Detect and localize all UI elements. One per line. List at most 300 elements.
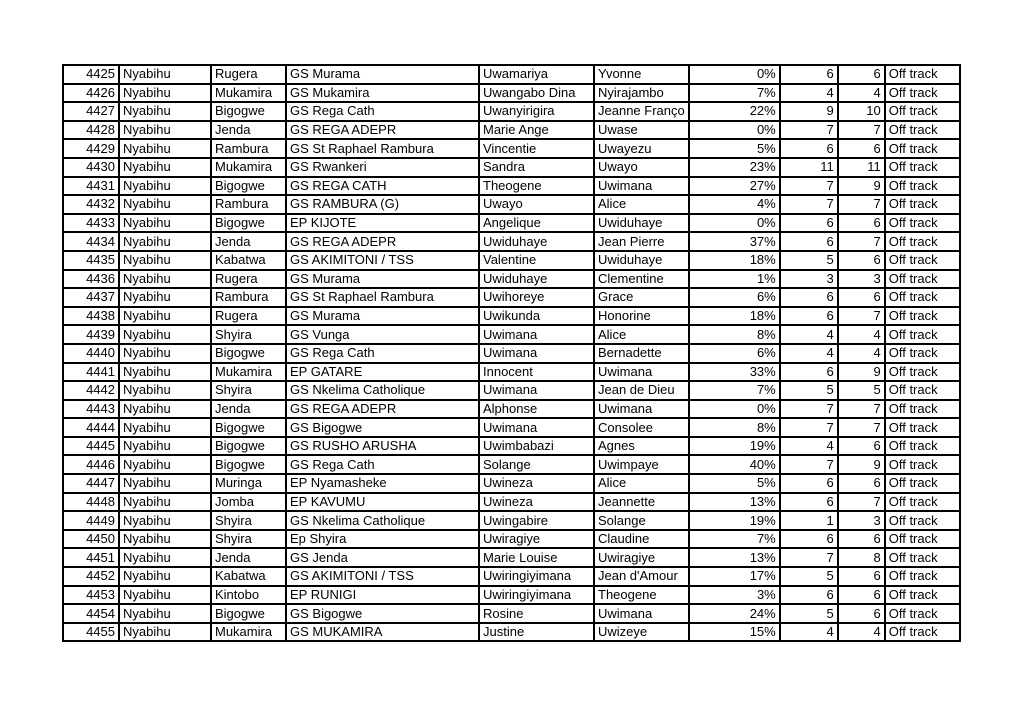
table-cell: Off track bbox=[885, 455, 960, 474]
table-row bbox=[63, 623, 960, 642]
table-cell: 7 bbox=[780, 400, 838, 419]
table-row bbox=[63, 139, 960, 158]
table-cell: GS Rwankeri bbox=[286, 158, 479, 177]
table-cell: 6 bbox=[838, 139, 885, 158]
table-cell: Angelique bbox=[479, 214, 594, 233]
table-cell: 5 bbox=[780, 381, 838, 400]
table-cell: 4429 bbox=[63, 139, 119, 158]
table-row bbox=[63, 214, 960, 233]
table-cell: Vincentie bbox=[479, 139, 594, 158]
table-cell: 0% bbox=[689, 65, 780, 84]
table-cell: 6% bbox=[689, 288, 780, 307]
table-cell: Off track bbox=[885, 84, 960, 103]
table-cell: GS Rega Cath bbox=[286, 455, 479, 474]
table-cell: Uwiduhaye bbox=[479, 270, 594, 289]
table-cell: 4 bbox=[780, 437, 838, 456]
table-cell: Nyabihu bbox=[119, 344, 211, 363]
table-cell: Off track bbox=[885, 158, 960, 177]
table-cell: 6 bbox=[780, 65, 838, 84]
table-cell: GS Nkelima Catholique bbox=[286, 511, 479, 530]
table-cell: Uwiduhaye bbox=[594, 251, 689, 270]
table-cell: 6 bbox=[838, 437, 885, 456]
table-row bbox=[63, 195, 960, 214]
table-cell: Uwimana bbox=[594, 400, 689, 419]
table-cell: Nyabihu bbox=[119, 307, 211, 326]
table-cell: 33% bbox=[689, 363, 780, 382]
table-cell: 6 bbox=[780, 232, 838, 251]
table-cell: 4452 bbox=[63, 567, 119, 586]
table-cell: Uwimpaye bbox=[594, 455, 689, 474]
table-cell: 4 bbox=[838, 623, 885, 642]
table-cell: 4439 bbox=[63, 325, 119, 344]
table-cell: 4436 bbox=[63, 270, 119, 289]
table-cell: Muringa bbox=[211, 474, 286, 493]
table-cell: Nyabihu bbox=[119, 270, 211, 289]
table-row bbox=[63, 474, 960, 493]
table-row bbox=[63, 437, 960, 456]
table-cell: 11 bbox=[838, 158, 885, 177]
table-cell: 4450 bbox=[63, 530, 119, 549]
table-cell: Uwiragiye bbox=[594, 548, 689, 567]
table-cell: 6 bbox=[780, 139, 838, 158]
table-cell: Nyabihu bbox=[119, 84, 211, 103]
table-cell: GS Bigogwe bbox=[286, 604, 479, 623]
table-cell: Grace bbox=[594, 288, 689, 307]
table-cell: Justine bbox=[479, 623, 594, 642]
table-cell: GS Jenda bbox=[286, 548, 479, 567]
table-cell: 7 bbox=[780, 177, 838, 196]
table-cell: 3 bbox=[838, 511, 885, 530]
table-cell: 6% bbox=[689, 344, 780, 363]
table-cell: Rugera bbox=[211, 270, 286, 289]
table-cell: GS Mukamira bbox=[286, 84, 479, 103]
table-cell: Valentine bbox=[479, 251, 594, 270]
table-cell: Off track bbox=[885, 623, 960, 642]
table-cell: 6 bbox=[780, 530, 838, 549]
table-cell: Off track bbox=[885, 270, 960, 289]
table-cell: 6 bbox=[780, 363, 838, 382]
table-cell: 4442 bbox=[63, 381, 119, 400]
table-row bbox=[63, 270, 960, 289]
table-cell: Theogene bbox=[594, 586, 689, 605]
table-cell: 6 bbox=[838, 586, 885, 605]
table-cell: Ep Shyira bbox=[286, 530, 479, 549]
table-row bbox=[63, 455, 960, 474]
table-cell: Bigogwe bbox=[211, 214, 286, 233]
table-cell: Shyira bbox=[211, 511, 286, 530]
table-cell: 22% bbox=[689, 102, 780, 121]
table-cell: Yvonne bbox=[594, 65, 689, 84]
table-cell: Agnes bbox=[594, 437, 689, 456]
table-cell: Mukamira bbox=[211, 623, 286, 642]
table-cell: Solange bbox=[479, 455, 594, 474]
table-cell: 1 bbox=[780, 511, 838, 530]
table-cell: Marie Louise bbox=[479, 548, 594, 567]
table-cell: Nyabihu bbox=[119, 102, 211, 121]
table-cell: Shyira bbox=[211, 530, 286, 549]
table-cell: Uwimana bbox=[479, 381, 594, 400]
table-cell: 6 bbox=[838, 214, 885, 233]
table-cell: Nyabihu bbox=[119, 437, 211, 456]
table-cell: 4433 bbox=[63, 214, 119, 233]
table-cell: Uwanyirigira bbox=[479, 102, 594, 121]
table-cell: Off track bbox=[885, 288, 960, 307]
table-cell: Off track bbox=[885, 493, 960, 512]
table-row bbox=[63, 493, 960, 512]
table-cell: Rambura bbox=[211, 288, 286, 307]
table-cell: Nyabihu bbox=[119, 288, 211, 307]
table-cell: Nyabihu bbox=[119, 493, 211, 512]
table-cell: Jeannette bbox=[594, 493, 689, 512]
table-cell: Off track bbox=[885, 604, 960, 623]
table-cell: GS Nkelima Catholique bbox=[286, 381, 479, 400]
table-cell: 37% bbox=[689, 232, 780, 251]
table-cell: Uwimana bbox=[594, 177, 689, 196]
table-cell: 17% bbox=[689, 567, 780, 586]
table-cell: 5% bbox=[689, 139, 780, 158]
table-cell: Kabatwa bbox=[211, 567, 286, 586]
table-cell: 7 bbox=[780, 455, 838, 474]
table-cell: 4435 bbox=[63, 251, 119, 270]
table-row bbox=[63, 418, 960, 437]
table-cell: Uwayo bbox=[479, 195, 594, 214]
table-cell: GS St Raphael Rambura bbox=[286, 288, 479, 307]
table-cell: 4440 bbox=[63, 344, 119, 363]
table-row bbox=[63, 400, 960, 419]
table-row bbox=[63, 363, 960, 382]
table-cell: Off track bbox=[885, 437, 960, 456]
table-cell: 4441 bbox=[63, 363, 119, 382]
table-cell: Off track bbox=[885, 307, 960, 326]
table-cell: Bigogwe bbox=[211, 177, 286, 196]
table-cell: Nyabihu bbox=[119, 121, 211, 140]
table-cell: 7 bbox=[838, 195, 885, 214]
table-cell: 4449 bbox=[63, 511, 119, 530]
table-cell: 5 bbox=[780, 251, 838, 270]
table-cell: 4430 bbox=[63, 158, 119, 177]
table-cell: 24% bbox=[689, 604, 780, 623]
table-cell: 4437 bbox=[63, 288, 119, 307]
table-cell: Consolee bbox=[594, 418, 689, 437]
table-cell: 5 bbox=[780, 604, 838, 623]
table-row bbox=[63, 158, 960, 177]
table-cell: Off track bbox=[885, 567, 960, 586]
table-cell: GS RUSHO ARUSHA bbox=[286, 437, 479, 456]
table-cell: 7 bbox=[838, 232, 885, 251]
table-cell: Off track bbox=[885, 511, 960, 530]
table-cell: 13% bbox=[689, 548, 780, 567]
table-cell: 6 bbox=[838, 567, 885, 586]
table-cell: Uwiragiye bbox=[479, 530, 594, 549]
table-cell: Off track bbox=[885, 195, 960, 214]
table-cell: Nyabihu bbox=[119, 325, 211, 344]
table-cell: 4438 bbox=[63, 307, 119, 326]
table-cell: Jean Pierre bbox=[594, 232, 689, 251]
table-cell: Nyabihu bbox=[119, 400, 211, 419]
table-cell: 4% bbox=[689, 195, 780, 214]
table-cell: 4428 bbox=[63, 121, 119, 140]
table-cell: Uwase bbox=[594, 121, 689, 140]
table-cell: 7% bbox=[689, 530, 780, 549]
table-cell: Nyabihu bbox=[119, 604, 211, 623]
table-cell: EP GATARE bbox=[286, 363, 479, 382]
table-cell: 10 bbox=[838, 102, 885, 121]
table-cell: Rugera bbox=[211, 307, 286, 326]
table-cell: GS MUKAMIRA bbox=[286, 623, 479, 642]
table-cell: Shyira bbox=[211, 381, 286, 400]
table-cell: Bigogwe bbox=[211, 418, 286, 437]
table-cell: Jenda bbox=[211, 121, 286, 140]
table-cell: Off track bbox=[885, 102, 960, 121]
table-cell: EP KIJOTE bbox=[286, 214, 479, 233]
table-cell: Uwikunda bbox=[479, 307, 594, 326]
table-cell: 4 bbox=[838, 84, 885, 103]
table-cell: Uwiduhaye bbox=[479, 232, 594, 251]
table-cell: Honorine bbox=[594, 307, 689, 326]
table-cell: Nyabihu bbox=[119, 381, 211, 400]
table-cell: Nyabihu bbox=[119, 418, 211, 437]
table-cell: Alice bbox=[594, 325, 689, 344]
table-cell: Off track bbox=[885, 381, 960, 400]
table-cell: 3 bbox=[838, 270, 885, 289]
table-cell: Shyira bbox=[211, 325, 286, 344]
table-cell: Bernadette bbox=[594, 344, 689, 363]
table-cell: Nyabihu bbox=[119, 511, 211, 530]
table-row bbox=[63, 232, 960, 251]
table-cell: Claudine bbox=[594, 530, 689, 549]
table-cell: Bigogwe bbox=[211, 437, 286, 456]
table-cell: Off track bbox=[885, 474, 960, 493]
table-cell: Off track bbox=[885, 139, 960, 158]
table-cell: 4431 bbox=[63, 177, 119, 196]
table-cell: 4 bbox=[838, 344, 885, 363]
table-cell: Nyabihu bbox=[119, 139, 211, 158]
table-cell: GS Rega Cath bbox=[286, 344, 479, 363]
table-cell: Bigogwe bbox=[211, 604, 286, 623]
table-cell: 7 bbox=[780, 418, 838, 437]
table-cell: 5 bbox=[838, 381, 885, 400]
table-cell: Rambura bbox=[211, 195, 286, 214]
table-cell: Uwiringiyimana bbox=[479, 586, 594, 605]
table-cell: Off track bbox=[885, 418, 960, 437]
table-cell: 9 bbox=[780, 102, 838, 121]
table-cell: Uwimana bbox=[479, 325, 594, 344]
table-cell: Jenda bbox=[211, 548, 286, 567]
table-cell: 3 bbox=[780, 270, 838, 289]
table-cell: Uwimana bbox=[594, 363, 689, 382]
table-cell: Uwayezu bbox=[594, 139, 689, 158]
table-cell: 7 bbox=[838, 418, 885, 437]
table-cell: Off track bbox=[885, 363, 960, 382]
table-cell: 8% bbox=[689, 418, 780, 437]
table-cell: Uwimana bbox=[479, 418, 594, 437]
table-cell: Nyabihu bbox=[119, 623, 211, 642]
table-row bbox=[63, 102, 960, 121]
table-cell: 6 bbox=[780, 493, 838, 512]
table-cell: GS REGA CATH bbox=[286, 177, 479, 196]
table-cell: 4427 bbox=[63, 102, 119, 121]
table-cell: 18% bbox=[689, 307, 780, 326]
table-cell: GS Murama bbox=[286, 270, 479, 289]
table-cell: 5% bbox=[689, 474, 780, 493]
table-cell: Jenda bbox=[211, 400, 286, 419]
table-cell: Rambura bbox=[211, 139, 286, 158]
table-cell: 7 bbox=[838, 121, 885, 140]
table-cell: 4 bbox=[780, 325, 838, 344]
table-cell: Off track bbox=[885, 232, 960, 251]
table-cell: 27% bbox=[689, 177, 780, 196]
table-cell: Nyabihu bbox=[119, 474, 211, 493]
table-cell: Mukamira bbox=[211, 158, 286, 177]
table-row bbox=[63, 344, 960, 363]
table-cell: Bigogwe bbox=[211, 344, 286, 363]
table-cell: 0% bbox=[689, 121, 780, 140]
table-cell: Off track bbox=[885, 344, 960, 363]
table-cell: Off track bbox=[885, 530, 960, 549]
table-cell: 6 bbox=[838, 530, 885, 549]
table-cell: Off track bbox=[885, 214, 960, 233]
table-row bbox=[63, 604, 960, 623]
table-cell: 4446 bbox=[63, 455, 119, 474]
table-cell: Uwizeye bbox=[594, 623, 689, 642]
table-cell: GS REGA ADEPR bbox=[286, 121, 479, 140]
table-row bbox=[63, 177, 960, 196]
table-cell: Nyabihu bbox=[119, 158, 211, 177]
table-cell: 4 bbox=[780, 344, 838, 363]
table-cell: Uwimana bbox=[479, 344, 594, 363]
table-cell: Off track bbox=[885, 400, 960, 419]
table-cell: Jomba bbox=[211, 493, 286, 512]
table-cell: GS RAMBURA (G) bbox=[286, 195, 479, 214]
table-cell: Off track bbox=[885, 251, 960, 270]
table-cell: Nyabihu bbox=[119, 586, 211, 605]
table-cell: GS REGA ADEPR bbox=[286, 232, 479, 251]
table-cell: 4426 bbox=[63, 84, 119, 103]
table-body bbox=[63, 65, 960, 641]
table-cell: EP RUNIGI bbox=[286, 586, 479, 605]
table-cell: 9 bbox=[838, 363, 885, 382]
table-cell: EP Nyamasheke bbox=[286, 474, 479, 493]
table-cell: Sandra bbox=[479, 158, 594, 177]
table-cell: Uwayo bbox=[594, 158, 689, 177]
table-cell: Kintobo bbox=[211, 586, 286, 605]
table-cell: Alice bbox=[594, 195, 689, 214]
table-cell: Jean de Dieu bbox=[594, 381, 689, 400]
table-cell: 6 bbox=[780, 288, 838, 307]
table-row bbox=[63, 84, 960, 103]
table-cell: Nyabihu bbox=[119, 455, 211, 474]
table-row bbox=[63, 65, 960, 84]
table-cell: 9 bbox=[838, 455, 885, 474]
table-cell: 19% bbox=[689, 511, 780, 530]
table-cell: 4 bbox=[780, 84, 838, 103]
table-cell: Off track bbox=[885, 325, 960, 344]
table-cell: Jeanne Franço bbox=[594, 102, 689, 121]
table-cell: 8% bbox=[689, 325, 780, 344]
table-cell: 7 bbox=[780, 548, 838, 567]
table-cell: GS Vunga bbox=[286, 325, 479, 344]
spreadsheet-print-area bbox=[62, 64, 961, 642]
table-cell: EP KAVUMU bbox=[286, 493, 479, 512]
table-cell: 4455 bbox=[63, 623, 119, 642]
table-cell: Bigogwe bbox=[211, 455, 286, 474]
table-cell: Nyabihu bbox=[119, 195, 211, 214]
table-cell: 3% bbox=[689, 586, 780, 605]
table-cell: 18% bbox=[689, 251, 780, 270]
table-cell: Off track bbox=[885, 65, 960, 84]
table-cell: GS Bigogwe bbox=[286, 418, 479, 437]
table-cell: 6 bbox=[780, 586, 838, 605]
table-row bbox=[63, 251, 960, 270]
table-cell: 4425 bbox=[63, 65, 119, 84]
table-cell: Rosine bbox=[479, 604, 594, 623]
table-cell: Nyabihu bbox=[119, 65, 211, 84]
table-cell: 7 bbox=[780, 195, 838, 214]
table-cell: 15% bbox=[689, 623, 780, 642]
table-cell: GS AKIMITONI / TSS bbox=[286, 251, 479, 270]
table-row bbox=[63, 121, 960, 140]
table-cell: GS AKIMITONI / TSS bbox=[286, 567, 479, 586]
table-cell: Nyabihu bbox=[119, 530, 211, 549]
table-row bbox=[63, 586, 960, 605]
table-cell: 4453 bbox=[63, 586, 119, 605]
table-cell: Mukamira bbox=[211, 84, 286, 103]
table-cell: 7 bbox=[838, 307, 885, 326]
data-table bbox=[62, 64, 961, 642]
table-cell: GS St Raphael Rambura bbox=[286, 139, 479, 158]
table-cell: 4 bbox=[780, 623, 838, 642]
table-cell: GS Rega Cath bbox=[286, 102, 479, 121]
table-cell: 13% bbox=[689, 493, 780, 512]
table-cell: 4434 bbox=[63, 232, 119, 251]
table-cell: 7% bbox=[689, 381, 780, 400]
table-cell: Nyabihu bbox=[119, 251, 211, 270]
table-cell: Nyabihu bbox=[119, 232, 211, 251]
table-cell: 6 bbox=[838, 251, 885, 270]
table-cell: Jenda bbox=[211, 232, 286, 251]
table-cell: Mukamira bbox=[211, 363, 286, 382]
table-cell: Nyabihu bbox=[119, 567, 211, 586]
table-cell: Off track bbox=[885, 586, 960, 605]
table-cell: Jean d'Amour bbox=[594, 567, 689, 586]
table-cell: Uwingabire bbox=[479, 511, 594, 530]
table-cell: Innocent bbox=[479, 363, 594, 382]
table-cell: Uwineza bbox=[479, 493, 594, 512]
table-row bbox=[63, 307, 960, 326]
table-cell: 4447 bbox=[63, 474, 119, 493]
table-cell: Off track bbox=[885, 177, 960, 196]
table-cell: Nyabihu bbox=[119, 177, 211, 196]
table-cell: 7% bbox=[689, 84, 780, 103]
table-cell: Off track bbox=[885, 121, 960, 140]
table-cell: Nyabihu bbox=[119, 548, 211, 567]
table-cell: 4451 bbox=[63, 548, 119, 567]
table-cell: 6 bbox=[838, 288, 885, 307]
table-cell: 40% bbox=[689, 455, 780, 474]
table-cell: 11 bbox=[780, 158, 838, 177]
table-cell: 6 bbox=[838, 604, 885, 623]
table-cell: 23% bbox=[689, 158, 780, 177]
table-cell: Nyabihu bbox=[119, 363, 211, 382]
table-cell: Clementine bbox=[594, 270, 689, 289]
table-cell: Kabatwa bbox=[211, 251, 286, 270]
table-row bbox=[63, 325, 960, 344]
table-cell: 7 bbox=[780, 121, 838, 140]
table-cell: 4432 bbox=[63, 195, 119, 214]
table-row bbox=[63, 511, 960, 530]
table-cell: 1% bbox=[689, 270, 780, 289]
table-cell: 8 bbox=[838, 548, 885, 567]
